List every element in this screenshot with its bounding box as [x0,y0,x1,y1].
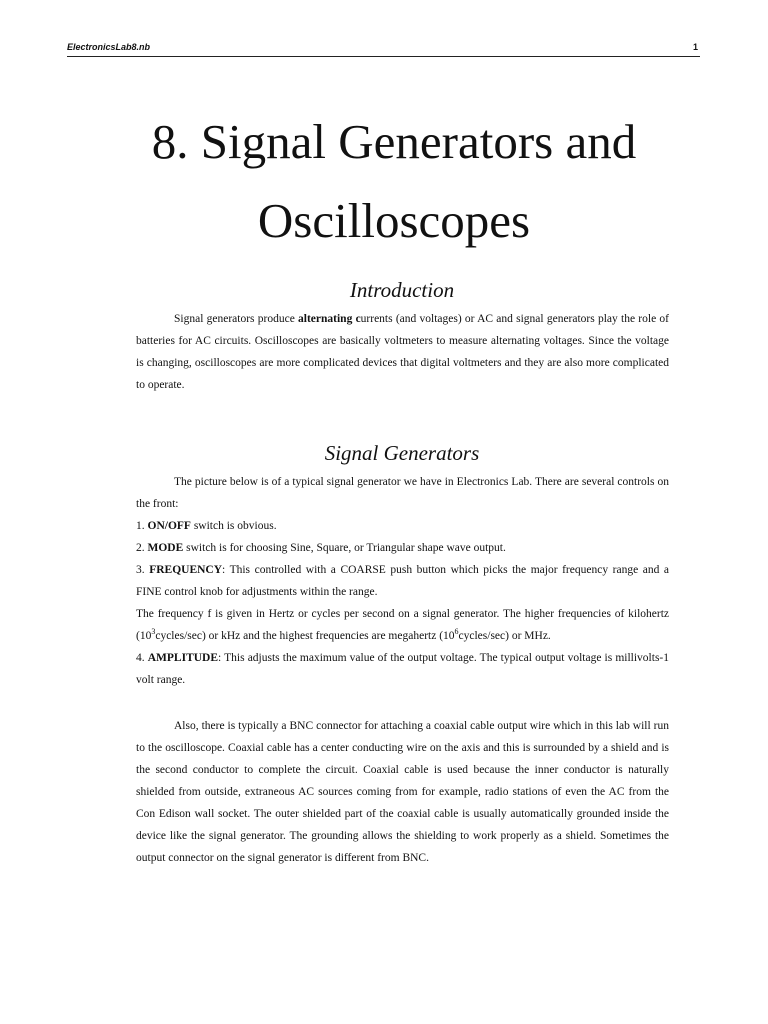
introduction-paragraph [136,308,669,396]
control-number: 2. [136,542,148,554]
kilohertz-exponent: 3 [151,627,156,636]
header-filename: ElectronicsLab8.nb [67,42,151,52]
introduction-text-rest: urrents (and voltages) or AC and signal generators play the role of batteries for AC circuits. Oscilloscopes are basically voltmeters to measure alternating voltages. Since the voltage is changing, oscilloscopes are more complicated devices that digital voltmeters and they are also more complicated to operate. [136,313,669,391]
control-description: switch is obvious. [190,520,277,532]
control-number: 3. [136,564,150,576]
control-item-on-off [136,515,669,537]
control-item-amplitude [136,647,669,691]
control-term: FREQUENCY [149,564,223,576]
page-header [67,40,700,57]
control-term: ON/OFF [147,520,191,532]
page-number: 1 [692,42,698,52]
signal-generators-heading: Signal Generators [324,441,480,465]
document-title [100,102,688,260]
title-line-1: 8. Signal Generators and [151,114,637,169]
bnc-connector-paragraph: Also, there is typically a BNC connector for attaching a coaxial cable output wire which in this lab will run to the oscilloscope. Coaxial cable has a center conducting wire on the axis and this is surrounded by a shield and is the second conductor to complete the circuit. Coaxial cable is used because the inner conductor is naturally shielded from outside, extraneous AC sources coming from for example, radio stations of even the AC from the Con Edison wall socket. The outer shielded part of the coaxial cable is usually automatically grounded inside the device like the signal generator. The grounding allows the shielding to work properly as a shield. Sometimes the output connector on the signal generator is different from BNC. [136,720,669,864]
control-term: AMPLITUDE [147,652,219,664]
signal-generators-intro: The picture below is of a typical signal generator we have in Electronics Lab. There are several controls on the front: [136,476,669,510]
frequency-note-text: cycles/sec) or kHz and the highest frequencies are megahertz (10 [155,630,455,642]
frequency-note [136,603,669,647]
control-description: : This adjusts the maximum value of the output voltage. The typical output voltage is millivolts-1 volt range. [136,652,669,686]
control-description: : This controlled with a COARSE push button which picks the major frequency range and a FINE control knob for adjustments within the range. [136,564,670,598]
introduction-heading: Introduction [349,278,455,302]
frequency-note-text: cycles/sec) or MHz. [458,630,551,642]
frequency-note-text: The frequency f is given in Hertz or cycles per second on a signal generator. The higher frequencies of kilohertz (10 [136,608,669,642]
control-description: switch is for choosing Sine, Square, or Triangular shape wave output. [183,542,506,554]
title-line-2: Oscilloscopes [257,193,531,248]
control-number: 4. [136,652,148,664]
control-item-frequency [136,559,669,603]
control-term: MODE [147,542,184,554]
alternating-term: alternating c [298,313,361,325]
introduction-text-start: Signal generators produce [174,313,299,325]
control-number: 1. [136,520,148,532]
megahertz-exponent: 6 [454,627,459,636]
control-item-mode [136,537,669,559]
